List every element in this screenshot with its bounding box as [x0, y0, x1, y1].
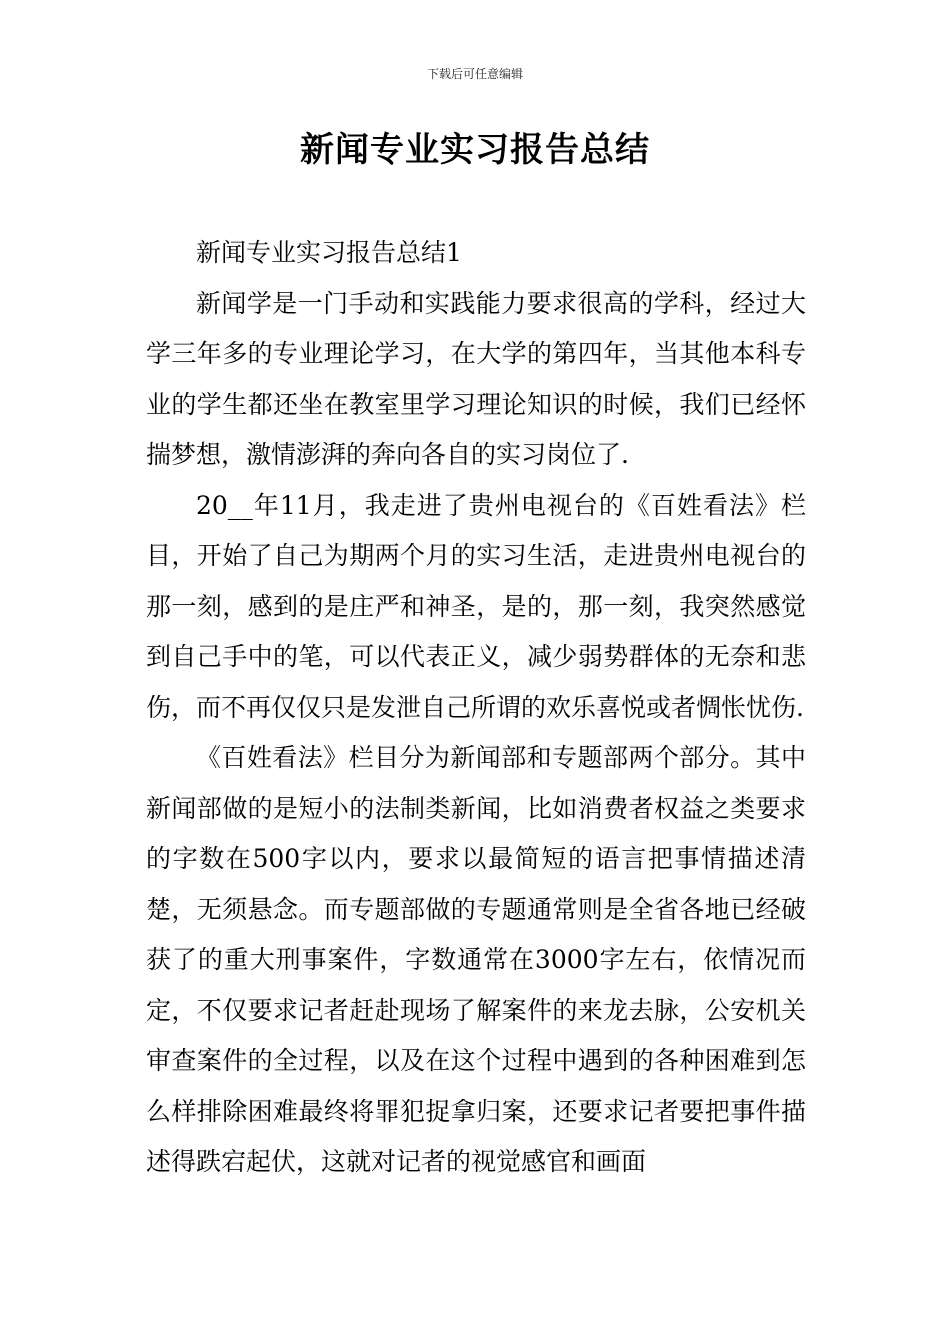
body-paragraph: 新闻学是一门手动和实践能力要求很高的学科，经过大学三年多的专业理论学习，在大学的第四年，当其他本科专业的学生都还坐在教室里学习理论知识的时候，我们已经怀揣梦想，激情澎湃的奔向各自的实习岗位了. [146, 288, 806, 469]
document-title: 新闻专业实习报告总结 [300, 130, 650, 170]
section-heading: 新闻专业实习报告总结1 [196, 238, 462, 267]
document-body [146, 228, 806, 1188]
body-paragraph: 20__年11月，我走进了贵州电视台的《百姓看法》栏目，开始了自己为期两个月的实习生活，走进贵州电视台的那一刻，感到的是庄严和神圣，是的，那一刻，我突然感觉到自己手中的笔，可以代表正义，减少弱势群体的无奈和悲伤，而不再仅仅只是发泄自己所谓的欢乐喜悦或者惆怅忧伤. [146, 490, 806, 722]
body-paragraph: 《百姓看法》栏目分为新闻部和专题部两个部分。其中新闻部做的是短小的法制类新闻，比如消费者权益之类要求的字数在500字以内，要求以最简短的语言把事情描述清楚，无须悬念。而专题部做的专题通常则是全省各地已经破获了的重大刑事案件，字数通常在3000字左右，依情况而定，不仅要求记者赶赴现场了解案件的来龙去脉，公安机关审查案件的全过程，以及在这个过程中遇到的各种困难到怎么样排除困难最终将罪犯捉拿归案，还要求记者要把事件描述得跌宕起伏，这就对记者的视觉感官和画面 [146, 743, 806, 1176]
header-note: 下载后可任意编辑 [426, 67, 523, 81]
